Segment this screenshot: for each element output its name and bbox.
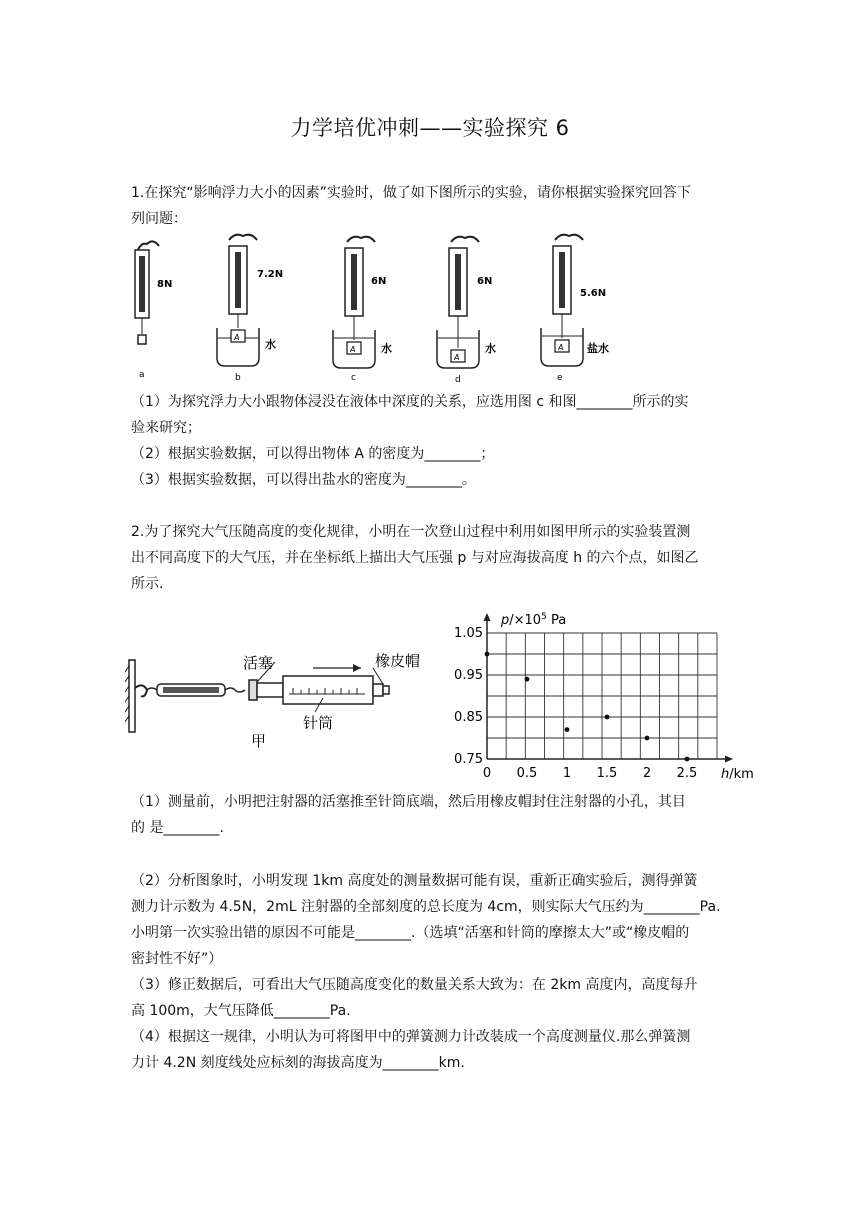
- q2-stem-line2: 出不同高度下的大气压，并在坐标纸上描出大气压强 p 与对应海拔高度 h 的六个点，如图乙: [131, 550, 699, 566]
- chart-grid: [487, 633, 717, 759]
- piston-label: 活塞: [243, 654, 274, 672]
- x-tick-label: 1.5: [596, 766, 618, 781]
- scale-b: [217, 235, 283, 382]
- x-tick-label: 2.5: [676, 766, 698, 781]
- letter-e: e: [557, 373, 563, 382]
- scale-e: [541, 235, 609, 382]
- buoyancy-figure: [125, 232, 665, 382]
- scale-a: [135, 241, 172, 380]
- x-axis-unit: /km: [729, 767, 754, 782]
- chart-axes: [484, 613, 734, 763]
- letter-a: a: [139, 370, 145, 380]
- q2-s2: [131, 868, 731, 1076]
- q1-s1-line1: （1）为探究浮力大小跟物体浸没在液体中深度的关系，应选用图 c 和图________所示的实: [131, 394, 689, 410]
- object-e: A: [558, 343, 564, 352]
- q2-s1: [131, 789, 731, 841]
- x-tick-label: 0.5: [516, 766, 538, 781]
- q2-s3-line2: 高 100m，大气压降低________Pa.: [131, 1003, 351, 1019]
- reading-e: 5.6N: [580, 288, 607, 299]
- letter-d: d: [455, 375, 461, 382]
- q1-subquestions: [131, 389, 731, 493]
- liquid-e: 盐水: [587, 342, 609, 355]
- q2-s2-line4: 密封性不好”）: [131, 951, 223, 967]
- x-axis-symbol: h: [721, 767, 730, 782]
- q2-s4-line1: （4）根据这一规律，小明认为可将图甲中的弹簧测力计改装成一个高度测量仪.那么弹簧测: [131, 1029, 691, 1045]
- reading-a: 8N: [157, 279, 173, 290]
- q2-stem: [131, 519, 731, 597]
- page-title: 力学培优冲刺——实验探究 6: [290, 116, 570, 140]
- figure-caption-jia: 甲: [251, 732, 267, 750]
- q1-stem: [131, 180, 731, 232]
- object-c: A: [350, 345, 356, 354]
- q2-stem-line1: 2.为了探究大气压随高度的变化规律，小明在一次登山过程中利用如图甲所示的实验装置测: [131, 524, 691, 540]
- y-tick-label: 0.95: [454, 668, 483, 683]
- data-point: [645, 736, 650, 741]
- y-tick-label: 1.05: [454, 626, 483, 641]
- letter-c: c: [351, 373, 356, 382]
- letter-b: b: [235, 373, 241, 382]
- scale-d: [437, 237, 496, 382]
- y-axis-exponent: 5: [541, 612, 547, 622]
- q1-stem-line2: 列问题：: [131, 211, 187, 227]
- reading-d: 6N: [477, 276, 493, 287]
- q1-s3: （3）根据实验数据，可以得出盐水的密度为________。: [131, 472, 476, 488]
- data-point: [605, 715, 610, 720]
- y-tick-label: 0.85: [454, 710, 483, 725]
- q2-s2-line3: 小明第一次实验出错的原因不可能是________.（选填“活塞和针筒的摩擦太大”或“橡皮帽的: [131, 925, 690, 941]
- data-point: [565, 727, 570, 732]
- q2-s4-line2: 力计 4.2N 刻度线处应标刻的海拔高度为________km.: [131, 1055, 465, 1071]
- q2-stem-line3: 所示.: [131, 576, 164, 592]
- q2-s2-line1: （2）分析图象时，小明发现 1km 高度处的测量数据可能有误，重新正确实验后，测得弹簧: [131, 873, 698, 889]
- reading-c: 6N: [371, 276, 387, 287]
- x-tick-label: 1: [562, 766, 572, 781]
- y-axis-symbol: p: [501, 613, 510, 628]
- liquid-c: 水: [381, 342, 392, 355]
- y-tick-label: 0.75: [454, 752, 483, 767]
- data-point: [525, 677, 530, 682]
- scale-c: [333, 237, 392, 382]
- data-point: [685, 757, 690, 762]
- q2-s1-line1: （1）测量前，小明把注射器的活塞推至针筒底端，然后用橡皮帽封住注射器的小孔，其目: [131, 794, 686, 810]
- q2-s1-line2: 的 是________.: [131, 820, 224, 836]
- q1-s1-line2: 验来研究；: [131, 420, 201, 436]
- x-tick-label: 2: [642, 766, 652, 781]
- reading-b: 7.2N: [257, 269, 284, 280]
- apparatus-figure: [125, 640, 430, 760]
- q1-stem-line1: 1.在探究“影响浮力大小的因素”实验时，做了如下图所示的实验，请你根据实验探究回答下: [131, 185, 691, 201]
- y-axis-pa: Pa: [546, 613, 567, 628]
- q2-s2-line2: 测力计示数为 4.5N，2mL 注射器的全部刻度的总长度为 4cm，则实际大气压约为________Pa.: [131, 899, 721, 915]
- data-point: [485, 652, 490, 657]
- y-axis-unit: /×10: [509, 613, 542, 628]
- q2-s3-line1: （3）修正数据后，可看出大气压随高度变化的数量关系大致为：在 2km 高度内，高度每升: [131, 977, 698, 993]
- cap-label: 橡皮帽: [375, 652, 421, 670]
- barrel-label: 针筒: [303, 714, 334, 732]
- liquid-b: 水: [265, 338, 276, 351]
- object-d: A: [454, 353, 460, 362]
- pressure-height-chart: [445, 607, 765, 782]
- x-axis-label: [721, 767, 754, 782]
- x-tick-label: 0: [482, 766, 492, 781]
- liquid-d: 水: [485, 342, 496, 355]
- q1-s2: （2）根据实验数据，可以得出物体 A 的密度为________；: [131, 446, 495, 462]
- y-axis-label: [500, 612, 566, 628]
- object-b: A: [234, 333, 240, 342]
